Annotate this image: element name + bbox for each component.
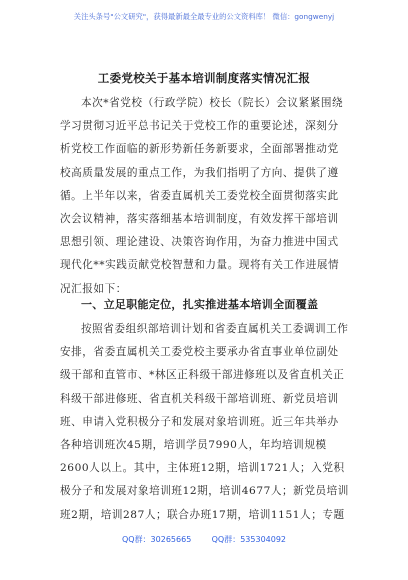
paragraph-line: 思想引领、理论建设、决策咨询作用，为奋力推进中国式 — [60, 236, 339, 249]
paragraph-line: 极分子和发展对象培训班12期，培训4677人；新党员培训 — [60, 485, 349, 498]
paragraph-line: 班2期，培训287人；联合办班17期，培训1151人；专题 — [60, 508, 345, 521]
paragraph-line: 按照省委组织部培训计划和省委直属机关工委调训工作 — [81, 323, 349, 335]
paragraph-line: 校高质量发展的重点工作，为我们指明了方向、提供了遵 — [60, 166, 339, 179]
document-title: 工委党校关于基本培训制度落实情况汇报 — [97, 71, 311, 85]
paragraph-line: 况汇报如下： — [60, 282, 127, 295]
paragraph-line: 各种培训班次45期，培训学员7990人，年均培训规模 — [60, 439, 327, 452]
paragraph-line: 本次*省党校（行政学院）校长（院长）会议紧紧围绕 — [81, 97, 344, 109]
paragraph-line: 学习贯彻习近平总书记关于党校工作的重要论述，深刻分 — [60, 120, 339, 133]
section-heading: 一、立足职能定位，扎实推进基本培训全面覆盖 — [81, 298, 319, 311]
promo-banner: 关注头条号"公文研究"，获得最新最全最专业的公文资料库！ 微信：gongwenyj — [73, 12, 335, 21]
paragraph-line: 循。上半年以来，省委直属机关工委党校全面贯彻落实此 — [60, 189, 339, 202]
paragraph-line: 次会议精神，落实落细基本培训制度，有效发挥干部培训 — [60, 213, 339, 226]
section-paragraph — [60, 318, 350, 527]
paragraph-line: 科级干部进修班、省直机关科级干部培训班、新党员培训 — [60, 392, 339, 405]
paragraph-line: 现代化**实践贡献党校智慧和力量。现将有关工作进展情 — [60, 259, 340, 272]
paragraph-line: 析党校工作面临的新形势新任务新要求，全面部署推动党 — [60, 143, 339, 156]
paragraph-line: 级干部和直管市、*林区正科级干部进修班以及省直机关正 — [60, 369, 345, 382]
paragraph-line: 2600人以上。其中，主体班12期，培训1721人；入党积 — [60, 462, 345, 475]
intro-paragraph — [60, 92, 350, 301]
paragraph-line: 班、申请入党积极分子和发展对象培训班。近三年共举办 — [60, 415, 339, 428]
footer-qq-groups: QQ群：30265665 QQ群：535304092 — [121, 535, 287, 544]
paragraph-line: 安排，省委直属机关工委党校主要承办省直事业单位副处 — [60, 346, 339, 359]
